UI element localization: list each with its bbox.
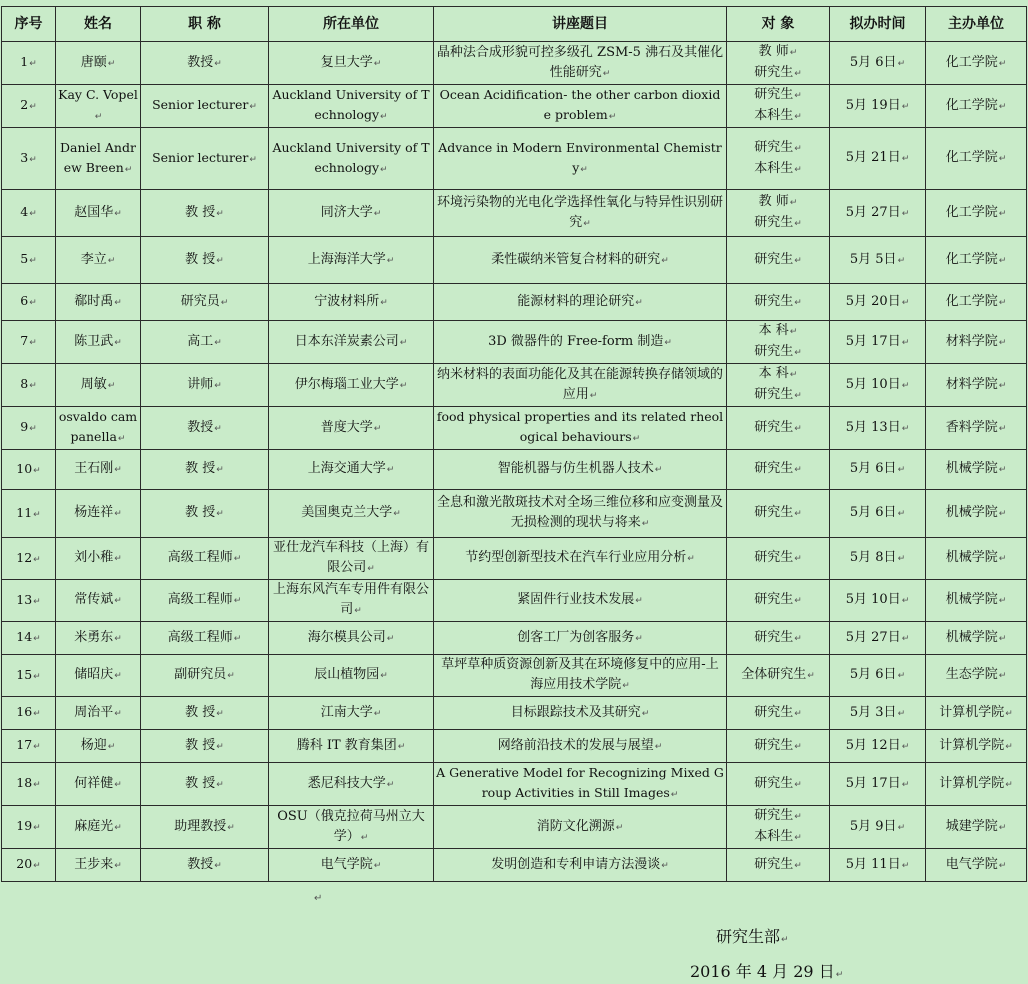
cell-org: 普度大学↵: [269, 407, 434, 450]
cell-host: 机械学院↵: [926, 490, 1027, 538]
cell-name: 陈卫武↵: [56, 321, 141, 364]
cell-no: 18↵: [2, 763, 56, 806]
cell-org: 悉尼科技大学↵: [269, 763, 434, 806]
cell-audience: 研究生↵ 本科生↵: [727, 128, 830, 190]
cell-topic: 紧固件行业技术发展↵: [434, 580, 727, 622]
cell-host: 计算机学院↵: [926, 763, 1027, 806]
cell-org: 美国奥克兰大学↵: [269, 490, 434, 538]
cell-name: 刘小稚↵: [56, 538, 141, 580]
table-row: [2, 730, 1027, 763]
cell-host: 化工学院↵: [926, 85, 1027, 128]
cell-name: Daniel Andrew Breen↵: [56, 128, 141, 190]
cell-date: 5月 6日↵: [830, 490, 926, 538]
cell-host: 机械学院↵: [926, 622, 1027, 655]
cell-topic: 晶种法合成形貌可控多级孔 ZSM-5 沸石及其催化性能研究↵: [434, 42, 727, 85]
cell-host: 化工学院↵: [926, 42, 1027, 85]
cell-topic: 智能机器与仿生机器人技术↵: [434, 450, 727, 490]
cell-no: 3↵: [2, 128, 56, 190]
cell-title: 高工↵: [141, 321, 269, 364]
cell-date: 5月 27日↵: [830, 622, 926, 655]
cell-org: 复旦大学↵: [269, 42, 434, 85]
cell-topic: 创客工厂为创客服务↵: [434, 622, 727, 655]
cell-title: 教 授↵: [141, 237, 269, 284]
cell-org: 上海交通大学↵: [269, 450, 434, 490]
cell-topic: 能源材料的理论研究↵: [434, 284, 727, 321]
table-row: [2, 806, 1027, 849]
cell-org: 上海海洋大学↵: [269, 237, 434, 284]
cell-topic: 节约型创新型技术在汽车行业应用分析↵: [434, 538, 727, 580]
col-header-audience: 对 象: [727, 7, 830, 42]
table-row: [2, 763, 1027, 806]
cell-no: 5↵: [2, 237, 56, 284]
cell-audience: 研究生↵: [727, 580, 830, 622]
cell-title: 高级工程师↵: [141, 538, 269, 580]
col-header-name: 姓名: [56, 7, 141, 42]
cell-topic: Advance in Modern Environmental Chemistry↵: [434, 128, 727, 190]
cell-host: 化工学院↵: [926, 128, 1027, 190]
cell-audience: 研究生↵: [727, 490, 830, 538]
cell-date: 5月 9日↵: [830, 806, 926, 849]
cell-date: 5月 11日↵: [830, 849, 926, 882]
cell-audience: 研究生↵: [727, 538, 830, 580]
cell-audience: 研究生↵: [727, 284, 830, 321]
cell-name: 储昭庆↵: [56, 655, 141, 697]
col-header-date: 拟办时间: [830, 7, 926, 42]
cell-no: 8↵: [2, 364, 56, 407]
cell-host: 计算机学院↵: [926, 697, 1027, 730]
cell-org: 亚仕龙汽车科技（上海）有限公司↵: [269, 538, 434, 580]
table-row: [2, 85, 1027, 128]
col-header-topic: 讲座题目: [434, 7, 727, 42]
cell-host: 机械学院↵: [926, 580, 1027, 622]
cell-org: 伊尔梅瑙工业大学↵: [269, 364, 434, 407]
cell-name: 王步来↵: [56, 849, 141, 882]
table-row: [2, 364, 1027, 407]
cell-date: 5月 6日↵: [830, 42, 926, 85]
cell-title: Senior lecturer↵: [141, 128, 269, 190]
cell-audience: 教 师↵ 研究生↵: [727, 190, 830, 237]
cell-name: 唐颐↵: [56, 42, 141, 85]
cell-title: 教授↵: [141, 407, 269, 450]
cell-org: 同济大学↵: [269, 190, 434, 237]
cell-org: 江南大学↵: [269, 697, 434, 730]
cell-no: 16↵: [2, 697, 56, 730]
cell-title: 教 授↵: [141, 190, 269, 237]
col-header-host: 主办单位: [926, 7, 1027, 42]
table-row: [2, 849, 1027, 882]
cell-no: 9↵: [2, 407, 56, 450]
cell-audience: 全体研究生↵: [727, 655, 830, 697]
cell-date: 5月 19日↵: [830, 85, 926, 128]
cell-topic: 纳米材料的表面功能化及其在能源转换存储领域的应用↵: [434, 364, 727, 407]
cell-name: 王石刚↵: [56, 450, 141, 490]
cell-audience: 研究生↵ 本科生↵: [727, 85, 830, 128]
cell-name: 周治平↵: [56, 697, 141, 730]
cell-host: 机械学院↵: [926, 538, 1027, 580]
cell-no: 19↵: [2, 806, 56, 849]
table-row: [2, 622, 1027, 655]
cell-name: 杨连祥↵: [56, 490, 141, 538]
col-header-org: 所在单位: [269, 7, 434, 42]
cell-topic: 草坪草种质资源创新及其在环境修复中的应用-上海应用技术学院↵: [434, 655, 727, 697]
cell-audience: 研究生↵: [727, 237, 830, 284]
cell-topic: food physical properties and its related rheological behaviours↵: [434, 407, 727, 450]
cell-audience: 研究生↵: [727, 730, 830, 763]
cell-no: 4↵: [2, 190, 56, 237]
cell-date: 5月 17日↵: [830, 763, 926, 806]
cell-host: 电气学院↵: [926, 849, 1027, 882]
cell-name: 李立↵: [56, 237, 141, 284]
table-body: [2, 42, 1027, 882]
cell-name: 周敏↵: [56, 364, 141, 407]
cell-org: 辰山植物园↵: [269, 655, 434, 697]
cell-date: 5月 8日↵: [830, 538, 926, 580]
table-row: [2, 237, 1027, 284]
cell-audience: 教 师↵ 研究生↵: [727, 42, 830, 85]
cell-no: 10↵: [2, 450, 56, 490]
cell-title: 教 授↵: [141, 490, 269, 538]
cell-host: 生态学院↵: [926, 655, 1027, 697]
cell-no: 6↵: [2, 284, 56, 321]
table-row: [2, 450, 1027, 490]
cell-audience: 本 科↵ 研究生↵: [727, 364, 830, 407]
cell-org: OSU（俄克拉荷马州立大学）↵: [269, 806, 434, 849]
lecture-schedule-table: [1, 6, 1027, 882]
cell-date: 5月 6日↵: [830, 450, 926, 490]
cell-no: 11↵: [2, 490, 56, 538]
table-row: [2, 321, 1027, 364]
cell-audience: 研究生↵: [727, 450, 830, 490]
cell-audience: 研究生↵: [727, 407, 830, 450]
cell-date: 5月 10日↵: [830, 364, 926, 407]
cell-title: 教授↵: [141, 849, 269, 882]
cell-org: 电气学院↵: [269, 849, 434, 882]
cell-topic: 柔性碳纳米管复合材料的研究↵: [434, 237, 727, 284]
cell-no: 2↵: [2, 85, 56, 128]
table-row: [2, 42, 1027, 85]
cell-date: 5月 13日↵: [830, 407, 926, 450]
cell-topic: 消防文化溯源↵: [434, 806, 727, 849]
table-row: [2, 580, 1027, 622]
cell-title: 教授↵: [141, 42, 269, 85]
footer-department: 研究生部↵: [716, 927, 789, 946]
cell-audience: 研究生↵: [727, 622, 830, 655]
cell-org: 海尔模具公司↵: [269, 622, 434, 655]
cell-name: 郗时禹↵: [56, 284, 141, 321]
cell-topic: 网络前沿技术的发展与展望↵: [434, 730, 727, 763]
cell-date: 5月 5日↵: [830, 237, 926, 284]
cell-date: 5月 21日↵: [830, 128, 926, 190]
cell-host: 材料学院↵: [926, 321, 1027, 364]
table-row: [2, 407, 1027, 450]
cell-title: 助理教授↵: [141, 806, 269, 849]
cell-name: 赵国华↵: [56, 190, 141, 237]
cell-no: 17↵: [2, 730, 56, 763]
cell-org: 腾科 IT 教育集团↵: [269, 730, 434, 763]
cell-audience: 研究生↵: [727, 697, 830, 730]
footer-date: 2016 年 4 月 29 日↵: [690, 962, 844, 981]
cell-host: 化工学院↵: [926, 284, 1027, 321]
cell-name: 米勇东↵: [56, 622, 141, 655]
cell-title: 教 授↵: [141, 730, 269, 763]
cell-name: 杨迎↵: [56, 730, 141, 763]
cell-date: 5月 3日↵: [830, 697, 926, 730]
cell-audience: 本 科↵ 研究生↵: [727, 321, 830, 364]
cell-topic: Ocean Acidification- the other carbon dioxide problem↵: [434, 85, 727, 128]
cell-audience: 研究生↵ 本科生↵: [727, 806, 830, 849]
cell-topic: 发明创造和专利申请方法漫谈↵: [434, 849, 727, 882]
col-header-no: 序号: [2, 7, 56, 42]
cell-topic: 环境污染物的光电化学选择性氧化与特异性识别研究↵: [434, 190, 727, 237]
cell-title: 教 授↵: [141, 697, 269, 730]
cell-date: 5月 12日↵: [830, 730, 926, 763]
cell-title: 高级工程师↵: [141, 580, 269, 622]
cell-title: 副研究员↵: [141, 655, 269, 697]
cell-org: 宁波材料所↵: [269, 284, 434, 321]
cell-no: 1↵: [2, 42, 56, 85]
cell-name: 何祥健↵: [56, 763, 141, 806]
cell-org: Auckland University of Technology↵: [269, 128, 434, 190]
table-row: [2, 538, 1027, 580]
cell-topic: 目标跟踪技术及其研究↵: [434, 697, 727, 730]
cell-name: 常传斌↵: [56, 580, 141, 622]
cell-org: 上海东风汽车专用件有限公司↵: [269, 580, 434, 622]
table-row: [2, 128, 1027, 190]
cell-host: 城建学院↵: [926, 806, 1027, 849]
cell-no: 14↵: [2, 622, 56, 655]
col-header-title: 职 称: [141, 7, 269, 42]
table-row: [2, 490, 1027, 538]
cell-host: 化工学院↵: [926, 237, 1027, 284]
table-row: [2, 655, 1027, 697]
cell-no: 7↵: [2, 321, 56, 364]
cell-audience: 研究生↵: [727, 763, 830, 806]
cell-name: 麻庭光↵: [56, 806, 141, 849]
cell-topic: A Generative Model for Recognizing Mixed Group Activities in Still Images↵: [434, 763, 727, 806]
paragraph-mark: ↵: [314, 893, 323, 904]
cell-date: 5月 6日↵: [830, 655, 926, 697]
cell-title: 教 授↵: [141, 763, 269, 806]
cell-date: 5月 10日↵: [830, 580, 926, 622]
cell-host: 材料学院↵: [926, 364, 1027, 407]
cell-name: osvaldo campanella↵: [56, 407, 141, 450]
cell-no: 13↵: [2, 580, 56, 622]
cell-date: 5月 17日↵: [830, 321, 926, 364]
cell-audience: 研究生↵: [727, 849, 830, 882]
cell-title: 讲师↵: [141, 364, 269, 407]
cell-no: 20↵: [2, 849, 56, 882]
cell-topic: 全息和激光散斑技术对全场三维位移和应变测量及无损检测的现状与将来↵: [434, 490, 727, 538]
cell-host: 机械学院↵: [926, 450, 1027, 490]
cell-title: 高级工程师↵: [141, 622, 269, 655]
cell-host: 香料学院↵: [926, 407, 1027, 450]
table-row: [2, 697, 1027, 730]
cell-title: 教 授↵: [141, 450, 269, 490]
cell-org: Auckland University of Technology↵: [269, 85, 434, 128]
cell-host: 化工学院↵: [926, 190, 1027, 237]
cell-title: 研究员↵: [141, 284, 269, 321]
table-header-row: [2, 7, 1027, 42]
cell-title: Senior lecturer↵: [141, 85, 269, 128]
table-row: [2, 190, 1027, 237]
table-row: [2, 284, 1027, 321]
cell-org: 日本东洋炭素公司↵: [269, 321, 434, 364]
cell-date: 5月 27日↵: [830, 190, 926, 237]
cell-host: 计算机学院↵: [926, 730, 1027, 763]
cell-topic: 3D 微器件的 Free-form 制造↵: [434, 321, 727, 364]
cell-name: Kay C. Vopel↵: [56, 85, 141, 128]
cell-date: 5月 20日↵: [830, 284, 926, 321]
cell-no: 12↵: [2, 538, 56, 580]
cell-no: 15↵: [2, 655, 56, 697]
